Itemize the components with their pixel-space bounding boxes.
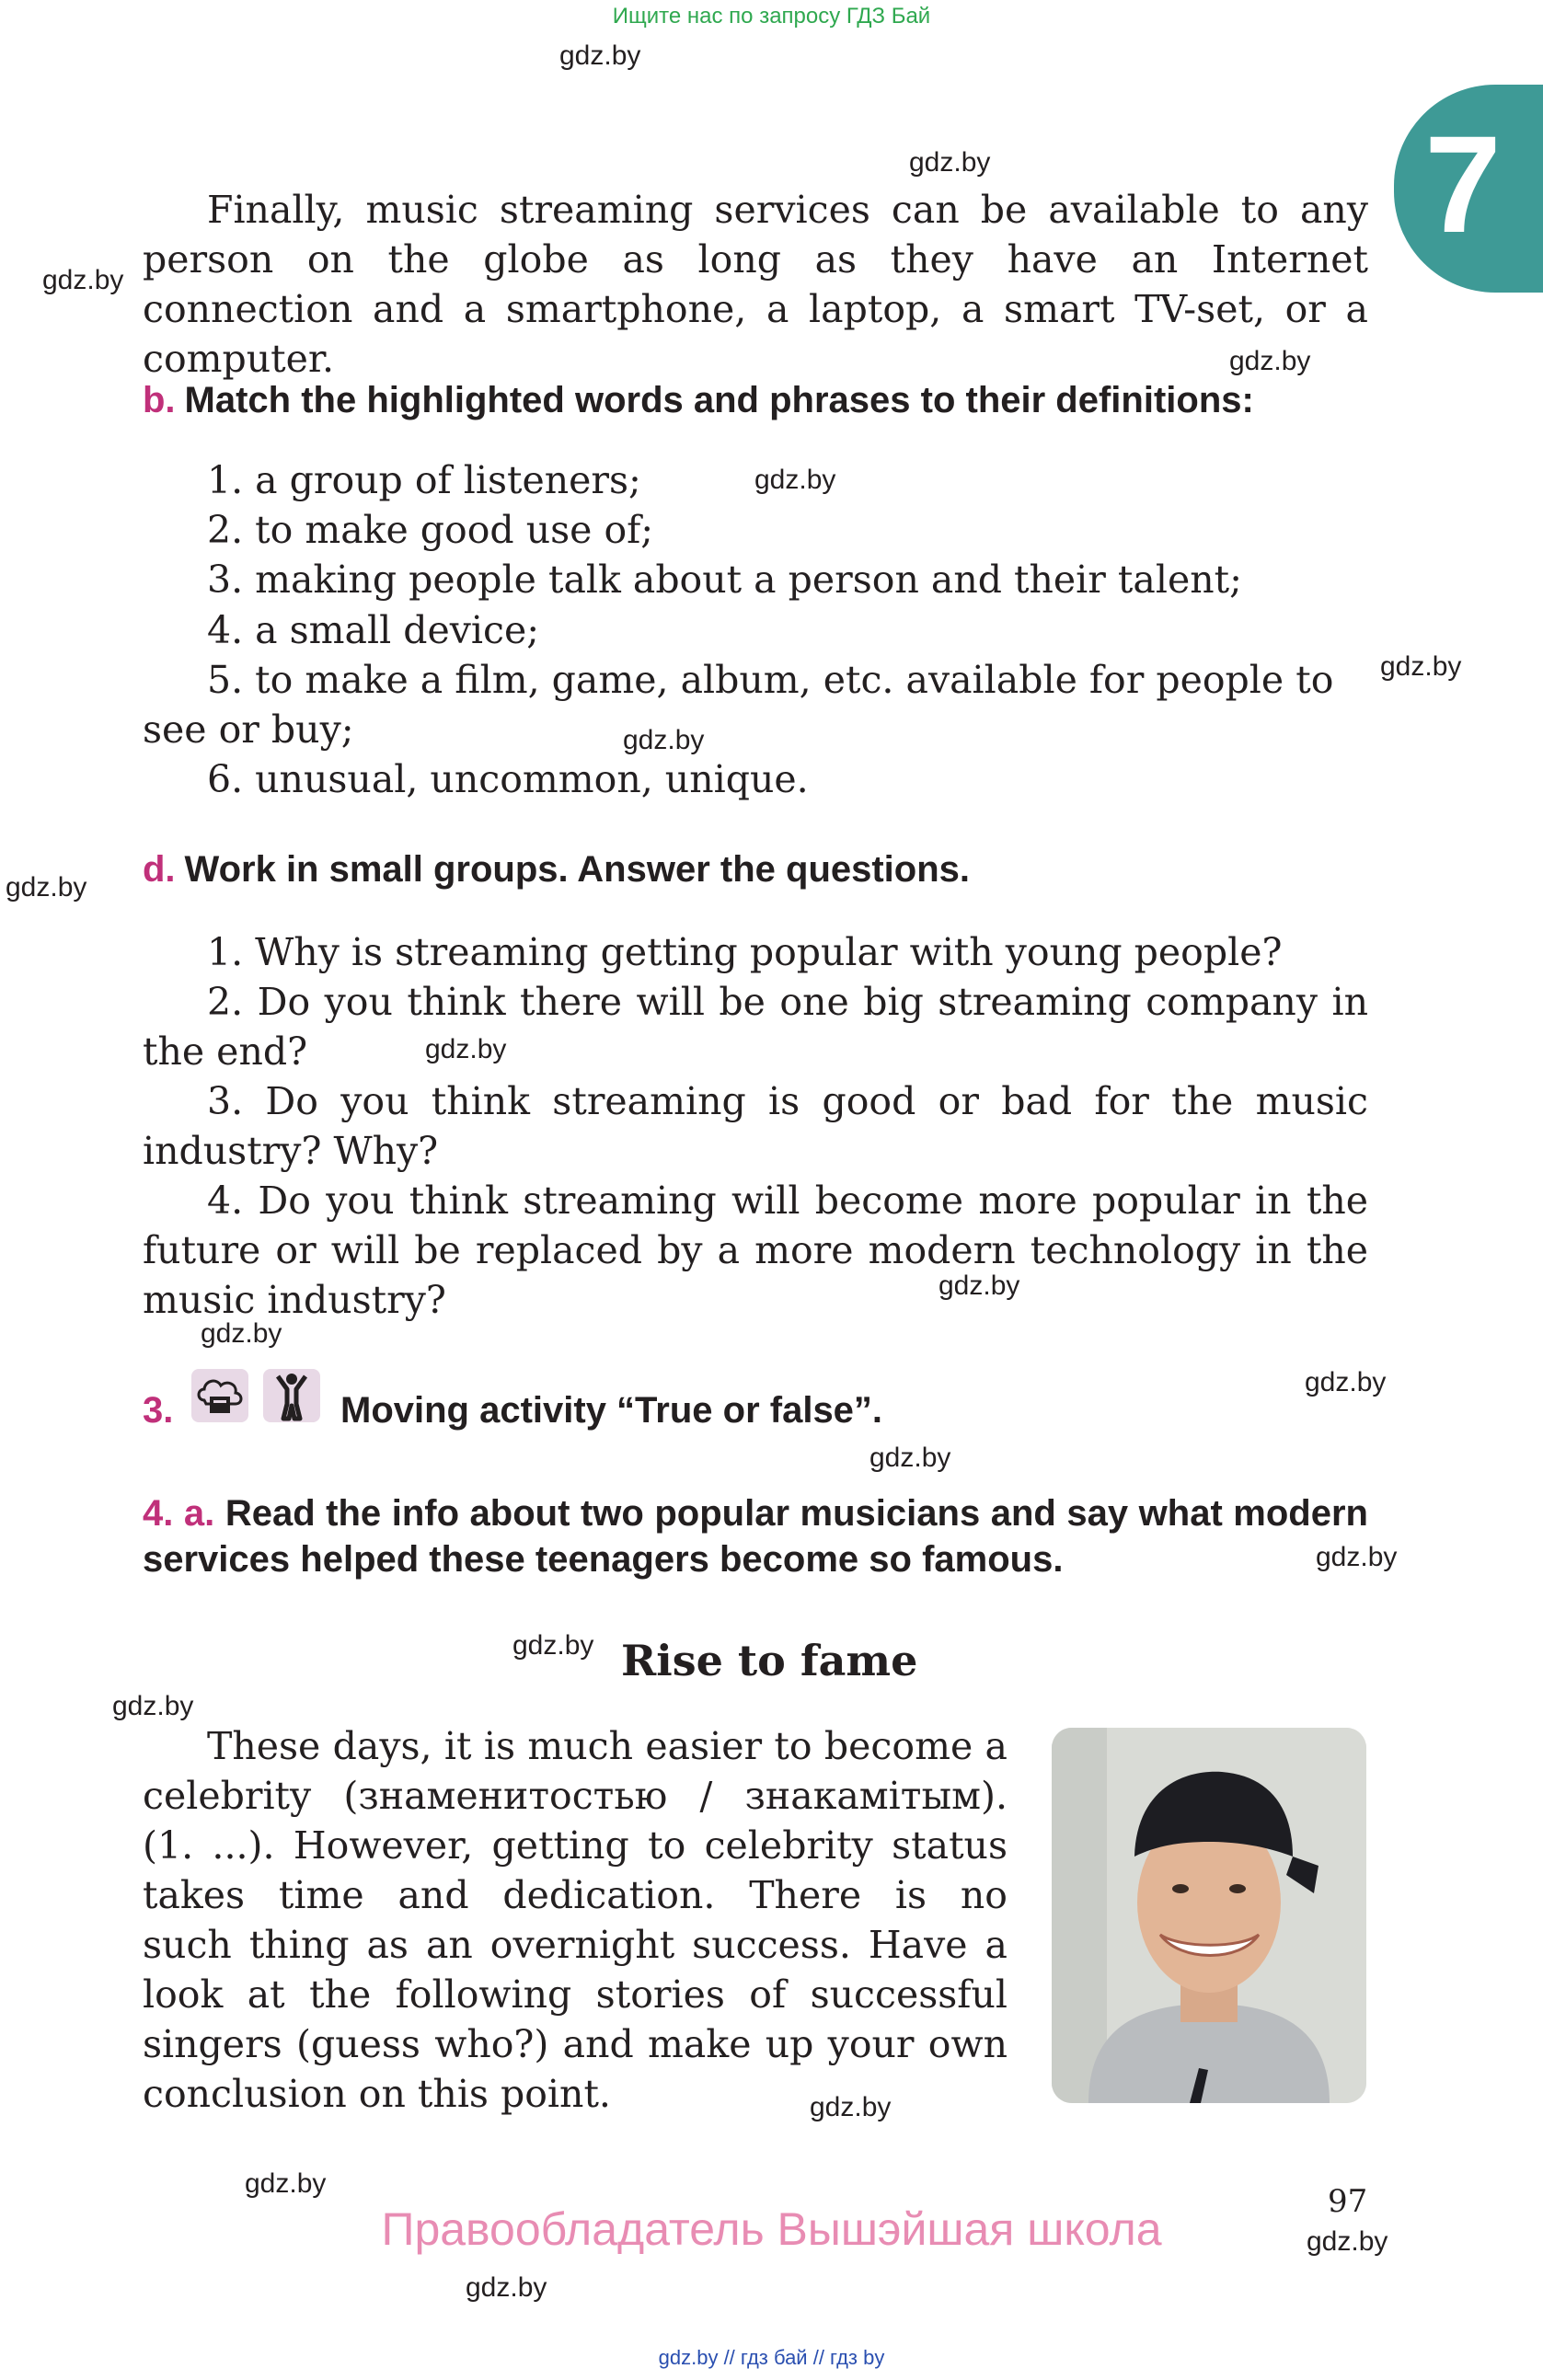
rights-holder: Правообладатель Вышэйшая школа	[381, 2203, 1162, 2255]
watermark: gdz.by	[1316, 1542, 1398, 1572]
section-heading: Rise to fame	[621, 1636, 918, 1685]
watermark: gdz.by	[1380, 651, 1462, 682]
text-line: look at the following stories of successful	[143, 1972, 1008, 2017]
cloud-box-icon	[191, 1369, 248, 1422]
question-item: 2. Do you think there will be one big streaming company in the end?	[143, 980, 1368, 1074]
watermark: gdz.by	[1229, 346, 1311, 376]
top-banner[interactable]: Ищите нас по запросу ГДЗ Бай	[612, 4, 931, 29]
watermark: gdz.by	[112, 1691, 194, 1721]
definition-item: 2. to make good use of;	[207, 508, 654, 552]
question-item: 1. Why is streaming getting popular with young people?	[207, 930, 1283, 974]
text-line: singers (guess who?) and make up your own	[143, 2022, 1008, 2066]
definition-item: 5. to make a film, game, album, etc. available for people to	[207, 658, 1334, 702]
watermark: gdz.by	[810, 2092, 892, 2122]
question-item: 3. Do you think streaming is good or bad for the music industry? Why?	[143, 1079, 1368, 1173]
text-line: takes time and dedication. There is no	[143, 1873, 1008, 1917]
watermark: gdz.by	[909, 147, 991, 178]
definition-item: 1. a group of listeners;	[207, 458, 641, 502]
definition-item: 4. a small device;	[207, 608, 540, 652]
page-number: 97	[1328, 2183, 1368, 2220]
bottom-links[interactable]: gdz.by // гдз бай // гдз by	[658, 2346, 885, 2369]
watermark: gdz.by	[1305, 1367, 1387, 1397]
rise-to-fame-text	[143, 1721, 1008, 2119]
task-4a-heading: 4. a. Read the info about two popular musicians and say what modern services helped these teenagers become so famous.	[143, 1493, 1368, 1580]
task-b-heading: b. Match the highlighted words and phrases to their definitions:	[143, 380, 1254, 420]
watermark: gdz.by	[42, 265, 124, 295]
watermark: gdz.by	[245, 2168, 327, 2199]
watermark: gdz.by	[623, 725, 705, 755]
watermark: gdz.by	[938, 1270, 1020, 1301]
watermark: gdz.by	[1307, 2226, 1388, 2257]
singer-photo	[1052, 1728, 1366, 2103]
text-line: celebrity (знаменитостью / знакамітым).	[143, 1774, 1008, 1818]
text-line: conclusion on this point.	[143, 2072, 611, 2116]
definition-item: 6. unusual, uncommon, unique.	[207, 757, 809, 801]
watermark: gdz.by	[559, 40, 641, 71]
watermark: gdz.by	[869, 1443, 951, 1473]
text-line: (1. ...). However, getting to celebrity status	[143, 1823, 1008, 1868]
intro-paragraph: Finally, music streaming services can be available to any person on the globe as long as they have an Internet connection and a smartphone, a laptop, a smart TV-set, or a computer.	[143, 188, 1368, 381]
question-item: 4. Do you think streaming will become more popular in the future or will be replaced by a more modern technology in the music industry?	[143, 1179, 1368, 1322]
unit-number: 7	[1424, 107, 1502, 261]
watermark: gdz.by	[6, 872, 87, 903]
watermark: gdz.by	[512, 1630, 594, 1661]
watermark: gdz.by	[466, 2272, 547, 2303]
watermark: gdz.by	[201, 1318, 282, 1349]
definition-item: see or buy;	[143, 707, 354, 752]
text-line: such thing as an overnight success. Have a	[143, 1923, 1008, 1967]
moving-person-icon	[263, 1369, 320, 1422]
task-d-heading: d. Work in small groups. Answer the questions.	[143, 849, 971, 890]
task-3-number: 3.	[143, 1390, 174, 1431]
task-3-text: Moving activity “True or false”.	[340, 1390, 883, 1431]
text-line: These days, it is much easier to become a	[207, 1724, 1008, 1768]
watermark: gdz.by	[754, 465, 836, 495]
watermark: gdz.by	[425, 1034, 507, 1064]
definition-item: 3. making people talk about a person and their talent;	[207, 558, 1242, 602]
